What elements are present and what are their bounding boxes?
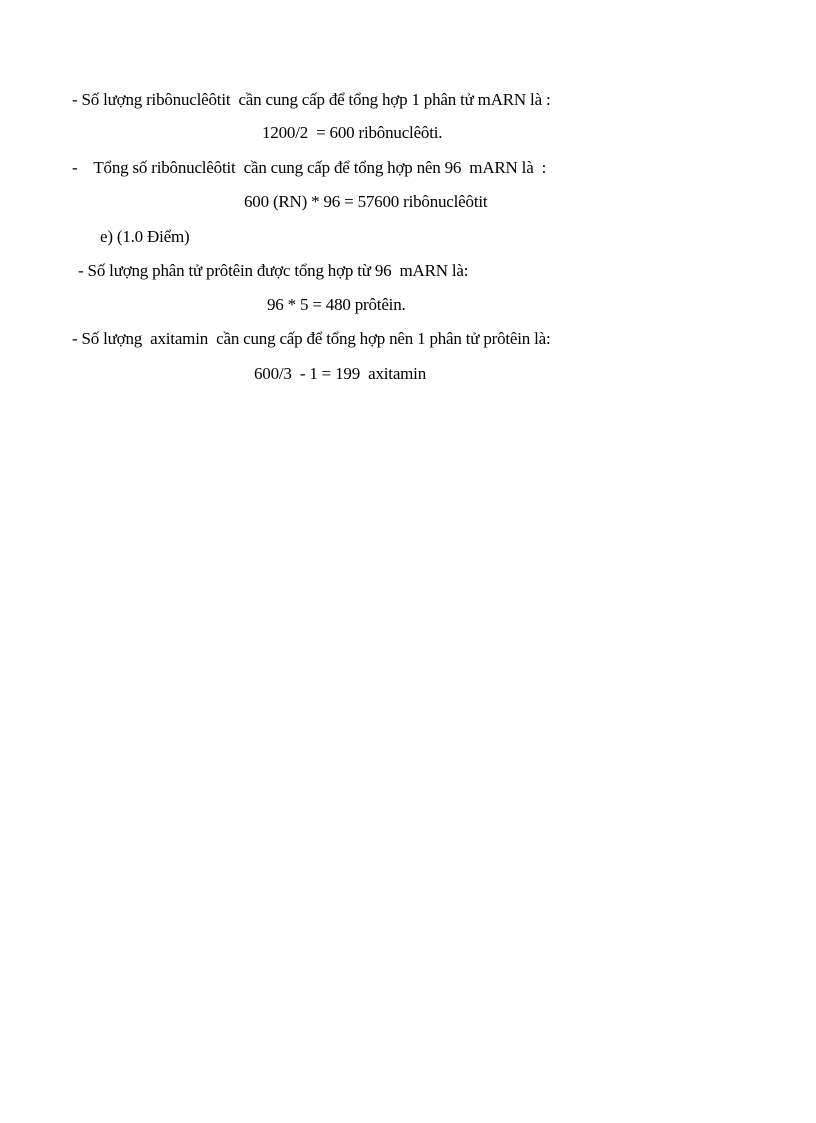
- line-4: 600 (RN) * 96 = 57600 ribônuclêôtit: [244, 192, 488, 211]
- line-2: 1200/2 = 600 ribônuclêôti.: [262, 123, 443, 142]
- line-8: - Số lượng axitamin cần cung cấp để tổng hợp nên 1 phân tử prôtêin là:: [72, 329, 551, 348]
- line-7: 96 * 5 = 480 prôtêin.: [267, 295, 406, 314]
- line-9: 600/3 - 1 = 199 axitamin: [254, 364, 427, 383]
- line-3: - Tổng số ribônuclêôtit cần cung cấp để tổng hợp nên 96 mARN là :: [72, 158, 547, 177]
- line-1: - Số lượng ribônuclêôtit cần cung cấp để tổng hợp 1 phân tử mARN là :: [72, 90, 551, 109]
- line-6: - Số lượng phân tử prôtêin được tổng hợp từ 96 mARN là:: [74, 261, 469, 280]
- line-5: e) (1.0 Điểm): [100, 227, 190, 246]
